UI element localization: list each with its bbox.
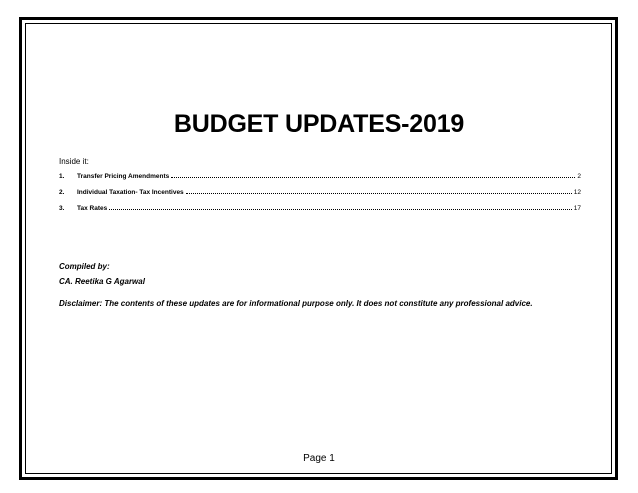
toc-entry-page: 17 <box>573 205 581 212</box>
document-title: BUDGET UPDATES-2019 <box>173 110 465 138</box>
author-name: CA. Reetika G Agarwal <box>59 277 145 286</box>
toc-entry-page: 2 <box>577 173 581 180</box>
disclaimer-text: Disclaimer: The contents of these updates are for informational purpose only. It does not constitute any professional advice. <box>59 299 533 308</box>
compiled-by-label: Compiled by: <box>59 262 110 271</box>
toc-entry-number: 1. <box>59 173 65 180</box>
toc-leader-dots <box>109 208 572 210</box>
toc-entry-label: Individual Taxation- Tax Incentives <box>77 189 184 196</box>
toc-entry[interactable] <box>59 202 581 212</box>
intro-text: Inside it: <box>59 157 89 166</box>
toc-entry-number: 2. <box>59 189 65 196</box>
toc-leader-dots <box>171 176 575 178</box>
toc-entry[interactable] <box>59 170 581 180</box>
toc-entry-page: 12 <box>573 189 581 196</box>
page-number: Page 1 <box>303 453 335 464</box>
toc-entry-label: Tax Rates <box>77 205 108 212</box>
toc-entry-number: 3. <box>59 205 65 212</box>
toc-entry-label: Transfer Pricing Amendments <box>77 173 170 180</box>
page-border-inner <box>25 23 612 474</box>
toc-entry[interactable] <box>59 186 581 196</box>
toc-leader-dots <box>186 192 572 194</box>
compiled-by-block <box>59 259 145 289</box>
